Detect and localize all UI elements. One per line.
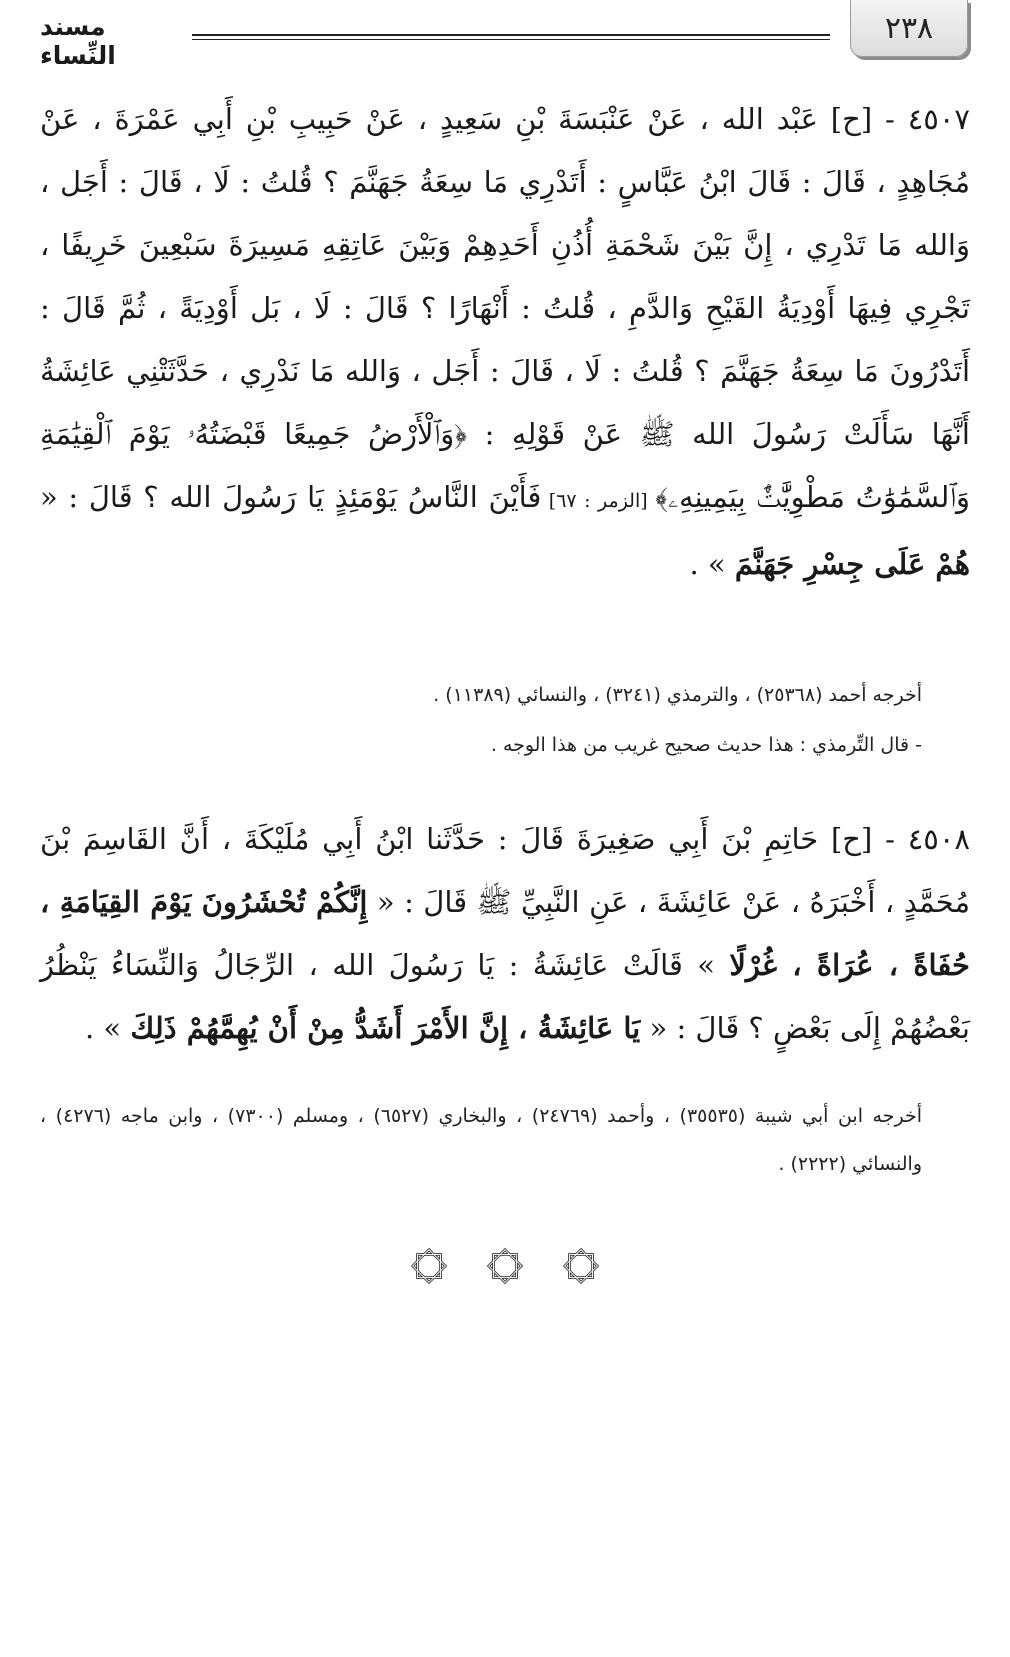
prophet-saying-1: إِنَّكُمْ تُحْشَرُونَ يَوْمَ القِيَامَةِ ، حُفَاةً ، عُرَاةً ، غُرْلًا — [40, 885, 970, 982]
hadith-text: - [ح] حَاتِمِ بْنَ أَبِي صَغِيرَةَ قَالَ : حَدَّثَنا ابْنُ أَبِي مُلَيْكَةَ ، أَنَّ القَاسِمَ بْنَ مُحَمَّدٍ ، أَخْبَرَهُ ، عَنْ عَائِشَةَ ، عَنِ النَّبِيِّ ﷺ قَالَ : « — [40, 822, 970, 919]
page-number-box — [850, 0, 968, 57]
book-title: مسند النِّساء — [40, 12, 116, 70]
hadith-number: ٤٥٠٨ — [907, 822, 970, 856]
hadith-text-mid: » قَالَتْ عَائِشَةُ : يَا رَسُولَ الله ، الرِّجَالُ وَالنِّسَاءُ يَنْظُرُ بَعْضُهُمْ إِلَى بَعْضٍ ؟ قَالَ : « — [40, 948, 970, 1045]
takhrij-note-4508: أخرجه ابن أبي شيبة (٣٥٥٣٥) ، وأحمد (٢٤٧٦٩) ، والبخاري (٦٥٢٧) ، ومسلم (٧٣٠٠) ، وابن ماجه (٤٢٧٦) ، والنسائي (٢٢٢٢) . — [40, 1105, 922, 1175]
header-rule — [192, 34, 830, 40]
tirmidhi-note: - قال التِّرمذي : هذا حديث صحيح غريب من هذا الوجه . — [490, 734, 922, 756]
prophet-saying-2: يَا عَائِشَةُ ، إِنَّ الأَمْرَ أَشَدُّ مِنْ أَنْ يُهِمَّهُمْ ذَلِكَ — [130, 1011, 641, 1045]
hadith-text-after: فَأَيْنَ النَّاسُ يَوْمَئِذٍ يَا رَسُولَ الله ؟ قَالَ : « — [40, 480, 542, 514]
hadith-4508 — [40, 808, 970, 1060]
section-end-ornaments — [0, 1245, 1010, 1287]
hadith-4507 — [40, 88, 970, 596]
takhrij-note-4507: أخرجه أحمد (٢٥٣٦٨) ، والترمذي (٣٢٤١) ، والنسائي (١١٣٨٩) . — [433, 684, 922, 706]
hadith-number: ٤٥٠٧ — [907, 102, 970, 136]
quran-reference: [الزمر : ٦٧] — [541, 490, 656, 512]
hadith-closing: » . — [689, 547, 735, 581]
hadith-closing: » . — [85, 1011, 131, 1045]
octagram-icon — [560, 1245, 602, 1287]
octagram-icon — [484, 1245, 526, 1287]
hadith-text: - [ح] عَبْد الله ، عَنْ عَنْبَسَةَ بْنِ سَعِيدٍ ، عَنْ حَبِيبِ بْنِ أَبِي عَمْرَةَ ، عَنْ مُجَاهِدٍ ، قَالَ : قَالَ ابْنُ عَبَّاسٍ : أَتَدْرِي مَا سِعَةُ جَهَنَّمَ ؟ قُلتُ : لَا ، قَالَ : أَجَل ، وَالله مَا تَدْرِي ، إِنَّ بَيْنَ شَحْمَةِ أُذُنِ أَحَدِهِمْ وَبَيْنَ عَاتِقِهِ مَسِيرَةَ سَبْعِينَ خَرِيفًا ، تَجْرِي فِيهَا أَوْدِيَةُ القَيْحِ وَالدَّمِ ، قُلتُ : أَنْهَارًا ؟ قَالَ : لَا ، بَل أَوْدِيَةً ، ثُمَّ قَالَ : أَتَدْرُونَ مَا سِعَةُ جَهَنَّمَ ؟ قُلتُ : لَا ، قَالَ : أَجَل ، وَالله مَا نَدْرِي ، حَدَّثَتْنِي عَائِشَةُ أَنَّهَا سَأَلَتْ رَسُولَ الله ﷺ عَنْ قَوْلِهِ : — [40, 102, 970, 451]
quran-verse: ﴿وَٱلْأَرْضُ جَمِيعًا قَبْضَتُهُۥ يَوْمَ ٱلْقِيَٰمَةِ وَٱلسَّمَٰوَٰتُ مَطْوِيَّٰتٌۢ بِيَمِينِهِۦ﴾ — [40, 417, 970, 514]
page-number: ٢٣٨ — [884, 10, 934, 46]
prophet-answer: هُمْ عَلَى جِسْرِ جَهَنَّمَ — [734, 547, 970, 581]
octagram-icon — [408, 1245, 450, 1287]
